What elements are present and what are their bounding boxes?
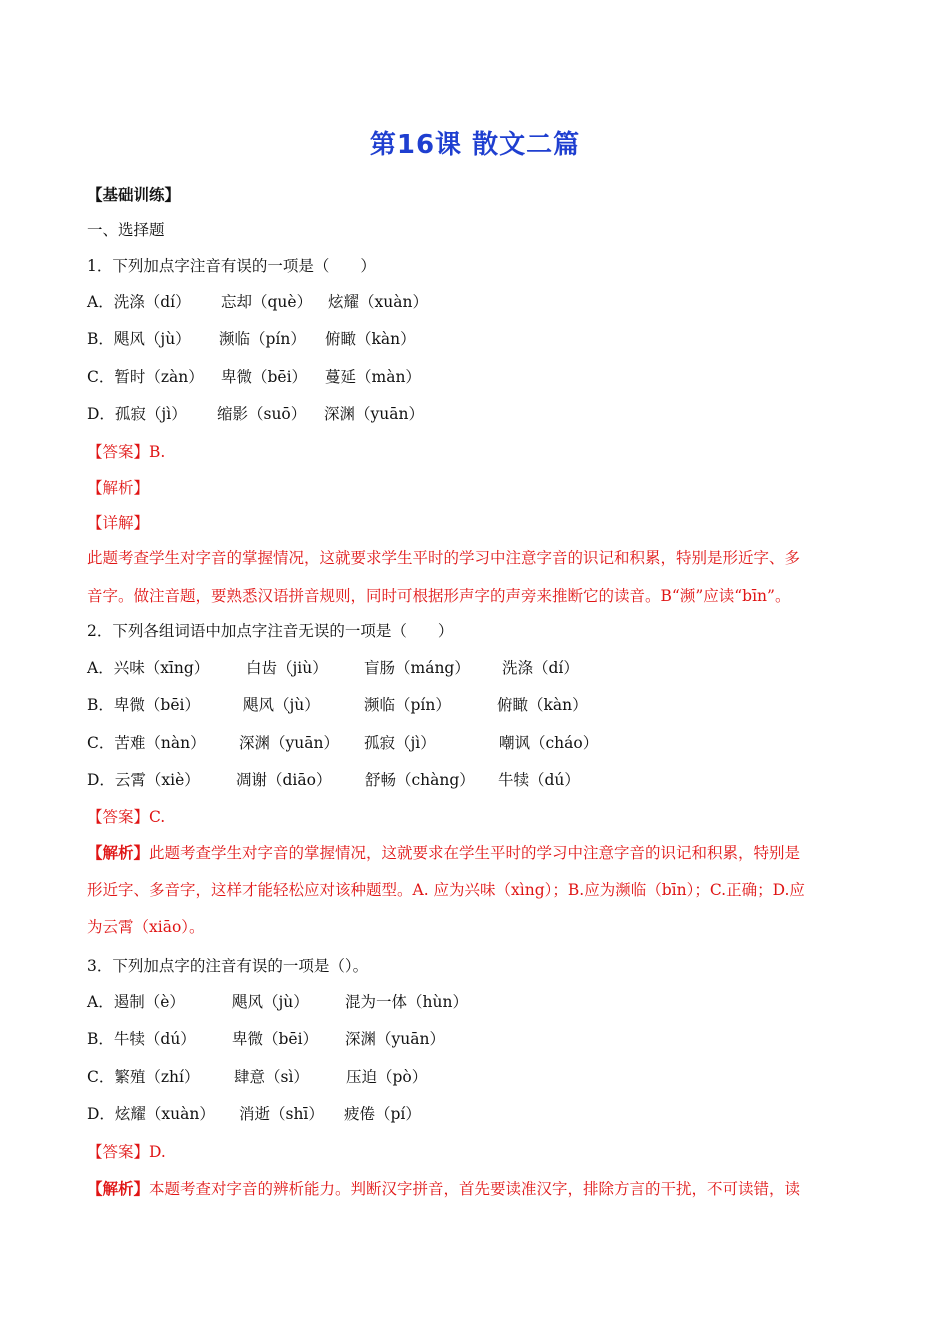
q2-option-d: D．云霄（xiè） 凋谢（diāo） 舒畅（chàng） 牛犊（dú） bbox=[87, 771, 580, 789]
q2-stem: 2．下列各组词语中加点字注音无误的一项是（ ） bbox=[87, 622, 454, 640]
q1-stem: 1．下列加点字注音有误的一项是（ ） bbox=[87, 257, 376, 275]
q1-option-d: D．孤寂（jì） 缩影（suō） 深渊（yuān） bbox=[87, 405, 424, 423]
q2-analysis-line-2: 形近字、多音字，这样才能轻松应对该种题型。A. 应为兴味（xìng）；B.应为濒临（bīn）；C.正确；D.应 bbox=[87, 881, 805, 899]
q3-option-d: D．炫耀（xuàn） 消逝（shī） 疲倦（pí） bbox=[87, 1105, 421, 1123]
section-heading: 【基础训练】 bbox=[87, 185, 181, 204]
q1-option-a: A．洗涤（dí） 忘却（què） 炫耀（xuàn） bbox=[87, 293, 428, 311]
q3-option-b: B．牛犊（dú） 卑微（bēi） 深渊（yuān） bbox=[87, 1030, 445, 1048]
q3-answer: 【答案】D. bbox=[87, 1143, 166, 1161]
q3-option-a: A．遏制（è） 飓风（jù） 混为一体（hùn） bbox=[87, 993, 468, 1011]
q2-analysis-line-3: 为云霄（xiāo）。 bbox=[87, 918, 205, 936]
q1-analysis-label: 【解析】 bbox=[87, 479, 150, 497]
q1-detail-label: 【详解】 bbox=[87, 514, 150, 532]
q1-option-b: B．飓风（jù） 濒临（pín） 俯瞰（kàn） bbox=[87, 330, 416, 348]
q2-option-b: B．卑微（bēi） 飓风（jù） 濒临（pín） 俯瞰（kàn） bbox=[87, 696, 588, 714]
q2-option-a: A．兴味（xīng） 白齿（jiù） 盲肠（máng） 洗涤（dí） bbox=[87, 659, 579, 677]
q2-answer: 【答案】C. bbox=[87, 808, 166, 826]
q1-detail-line-1: 此题考查学生对字音的掌握情况，这就要求学生平时的学习中注意字音的识记和积累，特别是形近字、多 bbox=[87, 549, 801, 567]
q3-option-c: C．繁殖（zhí） 肆意（sì） 压迫（pò） bbox=[87, 1068, 428, 1086]
page-title: 第16课 散文二篇 bbox=[369, 130, 581, 160]
q2-option-c: C．苦难（nàn） 深渊（yuān） 孤寂（jì） 嘲讽（cháo） bbox=[87, 734, 599, 752]
q2-analysis-line-1: 【解析】此题考查学生对字音的掌握情况，这就要求在学生平时的学习中注意字音的识记和积累，特别是 bbox=[87, 843, 801, 862]
q3-analysis-line-1: 【解析】本题考查对字音的辨析能力。判断汉字拼音，首先要读准汉字，排除方言的干扰，不可读错，读 bbox=[87, 1179, 801, 1198]
q1-detail-line-2: 音字。做注音题，要熟悉汉语拼音规则，同时可根据形声字的声旁来推断它的读音。B“濒”应读“bīn”。 bbox=[87, 587, 791, 605]
part-heading: 一、选择题 bbox=[87, 221, 165, 239]
q1-answer: 【答案】B. bbox=[87, 443, 166, 461]
q3-stem: 3．下列加点字的注音有误的一项是（）。 bbox=[87, 957, 369, 975]
q1-option-c: C．暂时（zàn） 卑微（bēi） 蔓延（màn） bbox=[87, 368, 421, 386]
